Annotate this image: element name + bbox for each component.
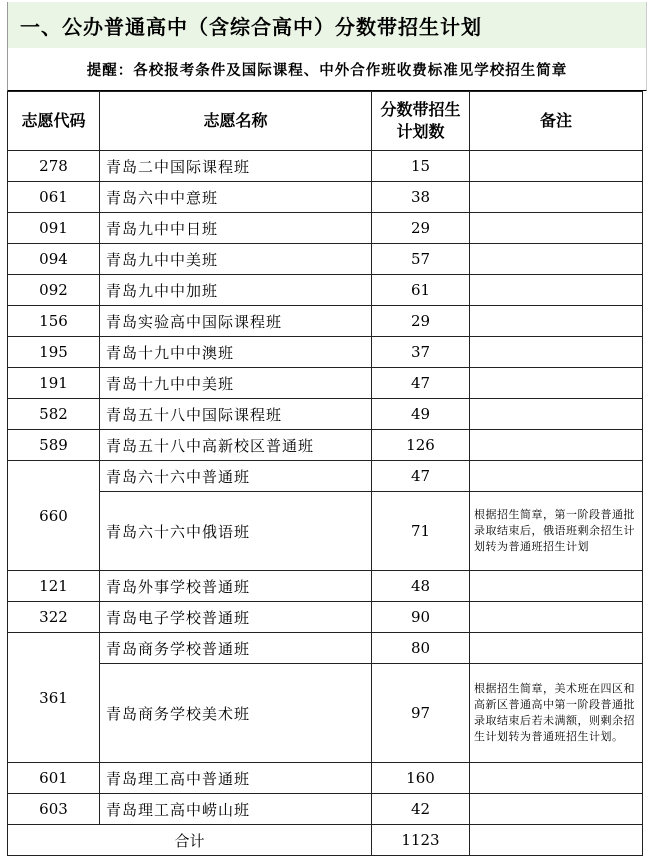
row-plan: 29	[372, 306, 470, 337]
row-code: 322	[8, 602, 100, 633]
table-row	[8, 151, 643, 182]
row-note	[470, 430, 643, 461]
table-header-row	[8, 92, 643, 151]
table-row	[8, 306, 643, 337]
row-code: 121	[8, 571, 100, 602]
table-row	[8, 461, 643, 492]
row-code: 361	[8, 633, 100, 763]
row-plan: 90	[372, 602, 470, 633]
table-row	[8, 633, 643, 664]
title-row	[7, 2, 647, 48]
row-note	[470, 337, 643, 368]
row-code: 092	[8, 275, 100, 306]
total-label: 合计	[8, 825, 372, 856]
table-row	[8, 337, 643, 368]
row-name: 青岛电子学校普通班	[100, 602, 372, 633]
total-plan: 1123	[372, 825, 470, 856]
row-plan: 42	[372, 794, 470, 825]
header-plan	[372, 92, 470, 151]
row-code: 589	[8, 430, 100, 461]
total-row	[8, 825, 643, 856]
enrollment-plan-table	[7, 91, 643, 856]
row-note	[470, 602, 643, 633]
row-note	[470, 213, 643, 244]
header-plan-line1: 分数带招生	[380, 100, 461, 119]
table-row	[8, 492, 643, 571]
row-plan: 47	[372, 461, 470, 492]
row-plan: 15	[372, 151, 470, 182]
row-plan: 47	[372, 368, 470, 399]
row-code: 191	[8, 368, 100, 399]
row-plan: 160	[372, 763, 470, 794]
row-plan: 37	[372, 337, 470, 368]
row-note	[470, 306, 643, 337]
row-code: 582	[8, 399, 100, 430]
row-plan: 80	[372, 633, 470, 664]
row-plan: 29	[372, 213, 470, 244]
header-code: 志愿代码	[8, 92, 100, 151]
row-code: 278	[8, 151, 100, 182]
row-plan: 49	[372, 399, 470, 430]
row-name: 青岛二中国际课程班	[100, 151, 372, 182]
row-name: 青岛理工高中崂山班	[100, 794, 372, 825]
row-plan: 38	[372, 182, 470, 213]
page-title: 一、公办普通高中（含综合高中）分数带招生计划	[20, 14, 482, 39]
row-code: 601	[8, 763, 100, 794]
total-note	[470, 825, 643, 856]
row-name: 青岛九中中美班	[100, 244, 372, 275]
table-row	[8, 275, 643, 306]
row-plan: 97	[372, 664, 470, 763]
row-note	[470, 763, 643, 794]
row-note	[470, 633, 643, 664]
row-name: 青岛五十八中高新校区普通班	[100, 430, 372, 461]
row-name: 青岛六十六中普通班	[100, 461, 372, 492]
table-row	[8, 794, 643, 825]
hint-text: 提醒：各校报考条件及国际课程、中外合作班收费标准见学校招生简章	[86, 61, 568, 79]
row-code: 061	[8, 182, 100, 213]
row-code: 091	[8, 213, 100, 244]
row-name: 青岛六中中意班	[100, 182, 372, 213]
row-note	[470, 368, 643, 399]
row-plan: 48	[372, 571, 470, 602]
table-row	[8, 368, 643, 399]
row-name: 青岛六十六中俄语班	[100, 492, 372, 571]
row-plan: 71	[372, 492, 470, 571]
row-note	[470, 275, 643, 306]
row-note	[470, 571, 643, 602]
row-note: 根据招生简章，美术班在四区和高新区普通高中第一阶段普通批录取结束后若未满额，则剩余招生计划转为普通班招生计划。	[470, 664, 643, 763]
row-plan: 126	[372, 430, 470, 461]
table-row	[8, 571, 643, 602]
row-name: 青岛实验高中国际课程班	[100, 306, 372, 337]
row-note	[470, 151, 643, 182]
header-note: 备注	[470, 92, 643, 151]
table-row	[8, 664, 643, 763]
table-row	[8, 182, 643, 213]
row-plan: 57	[372, 244, 470, 275]
hint-row	[7, 48, 647, 91]
table-row	[8, 602, 643, 633]
row-name: 青岛九中中加班	[100, 275, 372, 306]
row-name: 青岛商务学校普通班	[100, 633, 372, 664]
plan-sheet	[7, 2, 647, 856]
row-code: 156	[8, 306, 100, 337]
header-name: 志愿名称	[100, 92, 372, 151]
row-plan: 61	[372, 275, 470, 306]
row-name: 青岛十九中中美班	[100, 368, 372, 399]
row-note	[470, 461, 643, 492]
row-name: 青岛五十八中国际课程班	[100, 399, 372, 430]
row-code: 660	[8, 461, 100, 571]
table-row	[8, 763, 643, 794]
row-note: 根据招生简章，第一阶段普通批录取结束后，俄语班剩余招生计划转为普通班招生计划	[470, 492, 643, 571]
table-row	[8, 213, 643, 244]
row-name: 青岛十九中中澳班	[100, 337, 372, 368]
row-note	[470, 182, 643, 213]
row-name: 青岛九中中日班	[100, 213, 372, 244]
row-name: 青岛商务学校美术班	[100, 664, 372, 763]
row-note	[470, 794, 643, 825]
row-name: 青岛外事学校普通班	[100, 571, 372, 602]
row-code: 195	[8, 337, 100, 368]
row-name: 青岛理工高中普通班	[100, 763, 372, 794]
header-plan-line2: 计划数	[396, 122, 445, 141]
table-row	[8, 244, 643, 275]
row-note	[470, 244, 643, 275]
row-note	[470, 399, 643, 430]
row-code: 603	[8, 794, 100, 825]
table-row	[8, 399, 643, 430]
row-code: 094	[8, 244, 100, 275]
table-row	[8, 430, 643, 461]
